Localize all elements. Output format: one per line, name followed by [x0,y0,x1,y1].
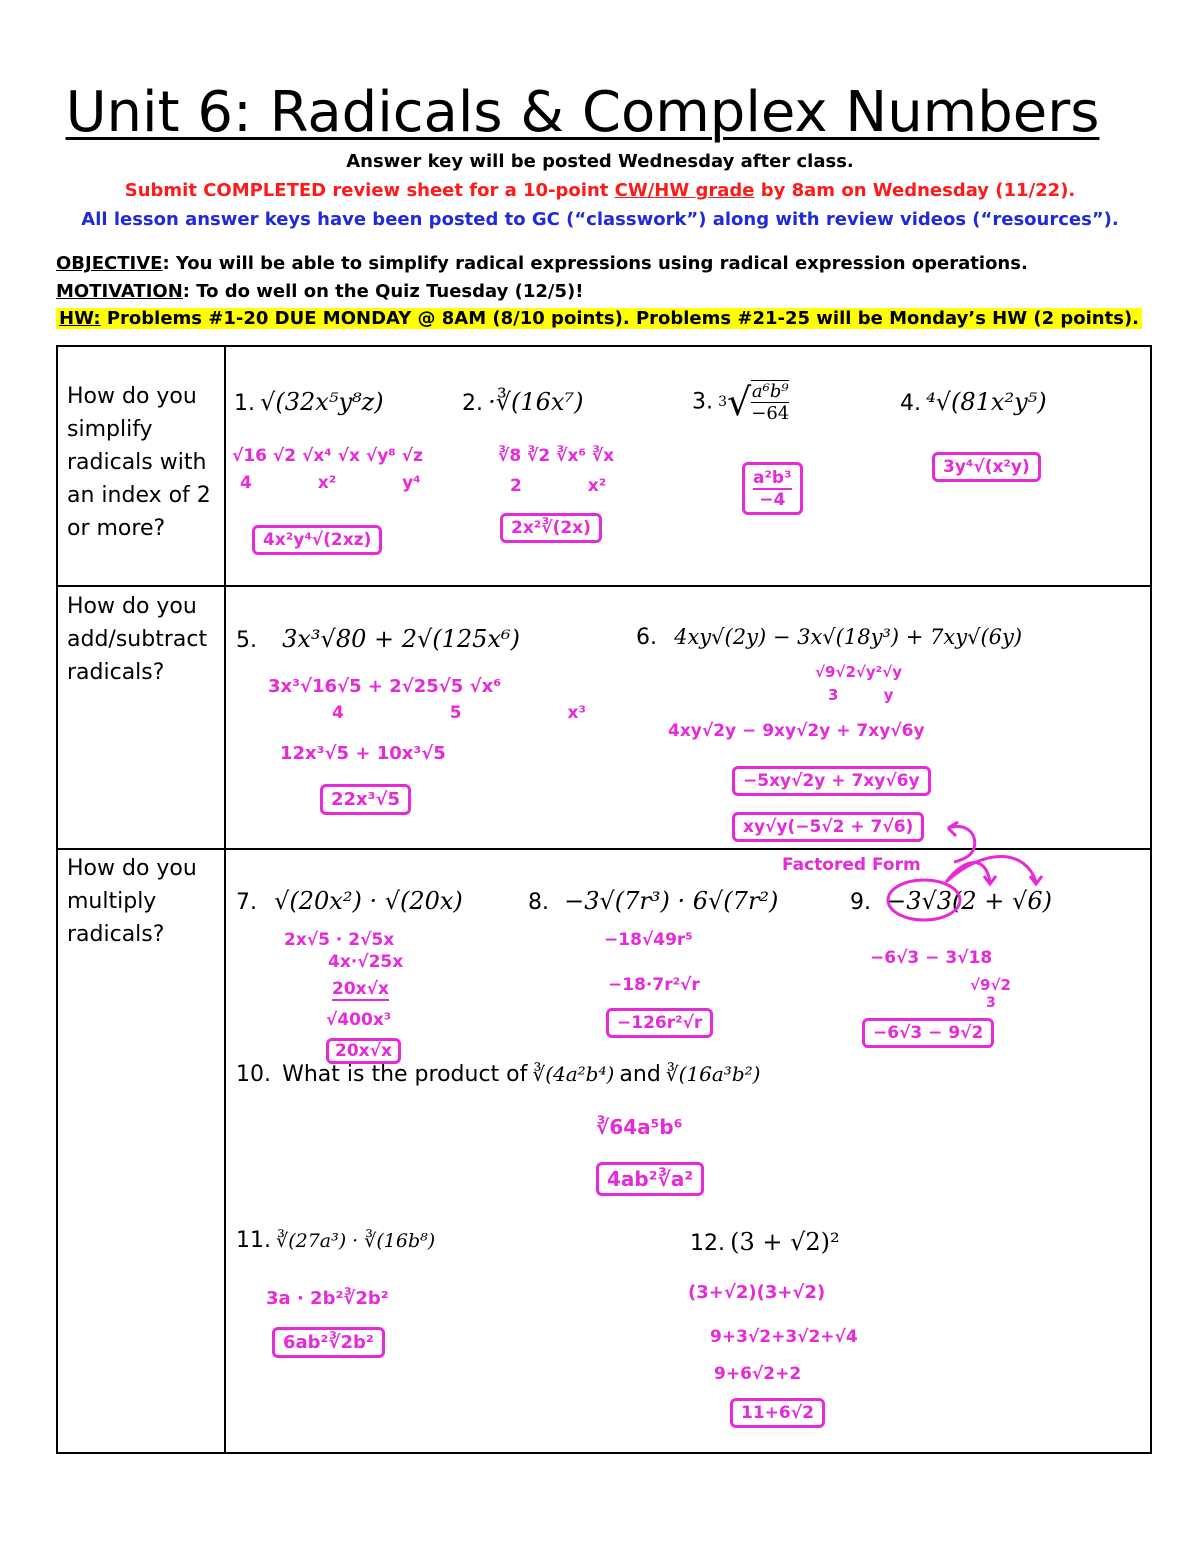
p10-answer: 4ab²∛a² [596,1162,704,1196]
row-question-simplify: How do you simplify radicals with an index of 2 or more? [67,384,211,541]
problem-number: 6. [636,625,657,650]
problem-1 [234,388,384,416]
problem-expression: 3x³√80 + 2√(125x⁶) [282,625,520,653]
p2-answer: 2x²∛(2x) [500,513,602,543]
submit-grade-link: CW/HW grade [614,180,755,201]
p7-work-3: 20x√x [332,979,389,999]
problem-expression: ·∛(16x⁷) [488,388,584,416]
problem-12 [690,1228,840,1256]
problem-expression-a: ∛(4a²b⁴) [532,1062,615,1086]
root-index: 3 [718,394,728,410]
p8-answer: −126r²√r [606,1008,713,1038]
fraction-denominator: −64 [751,403,790,424]
p11-work: 3a · 2b²∛2b² [266,1288,389,1309]
p3-answer-denominator: −4 [759,490,786,510]
p2-work: ∛8 ∛2 ∛x⁶ ∛x [498,446,615,466]
p7-work-2: 4x·√25x [328,952,404,972]
objective-line [56,253,1028,274]
problem-number: 12. [690,1231,725,1256]
p7-work-4: √400x³ [326,1010,392,1030]
p3-answer-numerator: a²b³ [753,468,792,488]
lesson-keys-note: All lesson answer keys have been posted to GC (“classwork”) along with review videos (“resources”). [81,209,1119,230]
p11-answer: 6ab²∛2b² [272,1327,385,1358]
p2-under: 2 x² [510,476,607,496]
hw-text: Problems #1-20 DUE MONDAY @ 8AM (8/10 points). Problems #21-25 will be Monday’s HW (2 points). [100,308,1140,329]
motivation-label: MOTIVATION [56,281,183,302]
p8-work-2: −18·7r²√r [608,975,700,995]
problem-3 [692,380,789,424]
fraction-numerator: a⁶b⁹ [751,381,789,402]
problem-number: 2. [462,391,483,416]
problem-expression: ⁴√(81x²y⁵) [926,388,1047,416]
problem-expression: −3√3(2 + √6) [886,887,1052,915]
p7-answer: 20x√x [326,1038,401,1064]
problem-and: and [619,1062,661,1087]
problem-number: 4. [900,391,921,416]
problem-number: 5. [236,628,257,653]
problem-expression-b: ∛(16a³b²) [665,1062,761,1086]
p9-under: 3 [986,995,996,1011]
p9-answer: −6√3 − 9√2 [862,1018,994,1048]
p1-work: √16 √2 √x⁴ √x √y⁸ √z [232,446,423,466]
problem-number: 1. [234,391,255,416]
p5-work-1: 3x³√16√5 + 2√25√5 √x⁶ [268,676,502,697]
table-row-divider [56,848,1152,850]
problem-8 [528,887,778,915]
problem-2 [462,388,583,416]
problem-expression: 4xy√(2y) − 3x√(18y³) + 7xy√(6y) [674,625,1023,649]
submit-note [0,180,1200,201]
problem-number: 3. [692,389,713,415]
submit-prefix: Submit COMPLETED review sheet for a 10-point [124,180,615,201]
problem-expression: (3 + √2)² [730,1228,840,1256]
p12-work-2: 9+3√2+3√2+√4 [710,1327,858,1347]
problem-10 [236,1062,760,1087]
hw-label: HW: [59,308,101,329]
problem-expression: −3√(7r³) · 6√(7r²) [564,887,779,915]
p6-answer-2: xy√y(−5√2 + 7√6) [732,812,924,842]
p6-under: 3 y [828,686,894,704]
table-column-divider [224,345,226,1454]
p1-answer: 4x²y⁴√(2xz) [252,525,382,555]
table-row-divider [56,585,1152,587]
p5-answer: 22x³√5 [320,784,411,815]
p9-distribute-arrows-icon [886,852,1056,926]
homework-line [56,308,1142,329]
p3-answer [742,462,803,515]
motivation-line [56,281,583,302]
p6-factored-label: Factored Form [782,855,921,875]
motivation-text: : To do well on the Quiz Tuesday (12/5)! [182,281,584,302]
row-question-multiply: How do you multiply radicals? [67,856,197,947]
objective-text: : You will be able to simplify radical expressions using radical expression operations. [162,253,1028,274]
problem-7 [236,887,463,915]
problem-number: 9. [850,890,871,915]
p8-work-1: −18√49r⁵ [604,930,693,950]
p6-work-1: √9√2√y²√y [815,663,903,681]
p5-under: 4 5 x³ [332,703,586,723]
problem-text: What is the product of [282,1062,528,1087]
radical-fraction [751,380,789,424]
problem-number: 11. [236,1228,271,1253]
problem-11 [236,1228,435,1253]
problem-4 [900,388,1047,416]
p4-answer: 3y⁴√(x²y) [932,452,1041,482]
problem-number: 7. [236,890,257,915]
problem-expression: ∛(27a³) · ∛(16b⁸) [276,1230,436,1252]
objective-label: OBJECTIVE [56,253,163,274]
p5-work-2: 12x³√5 + 10x³√5 [280,743,446,764]
answer-key-note: Answer key will be posted Wednesday after class. [346,151,854,172]
p12-answer: 11+6√2 [730,1398,825,1428]
problem-6 [636,625,1022,650]
p10-work: ∛64a⁵b⁶ [596,1115,683,1139]
problem-expression: √(20x²) · √(20x) [274,887,463,915]
page-title: Unit 6: Radicals & Complex Numbers [65,80,1100,145]
p6-answer-1: −5xy√2y + 7xy√6y [732,766,931,796]
radical-sign: √ [727,380,752,424]
submit-suffix: by 8am on Wednesday (11/22). [754,180,1076,201]
problem-expression: √(32x⁵y⁸z) [260,388,384,416]
p6-work-2: 4xy√2y − 9xy√2y + 7xy√6y [668,721,925,741]
problem-number: 8. [528,890,549,915]
p12-work-3: 9+6√2+2 [714,1364,802,1384]
p12-work-1: (3+√2)(3+√2) [688,1282,826,1303]
p9-work-2: √9√2 [970,976,1011,994]
problem-5 [236,625,520,653]
row-question-add-subtract: How do you add/subtract radicals? [67,594,208,685]
problem-number: 10. [236,1062,271,1087]
p1-under: 4 x² y⁴ [240,473,421,493]
p7-work-1: 2x√5 · 2√5x [284,930,395,950]
p9-work-1: −6√3 − 3√18 [870,948,993,968]
